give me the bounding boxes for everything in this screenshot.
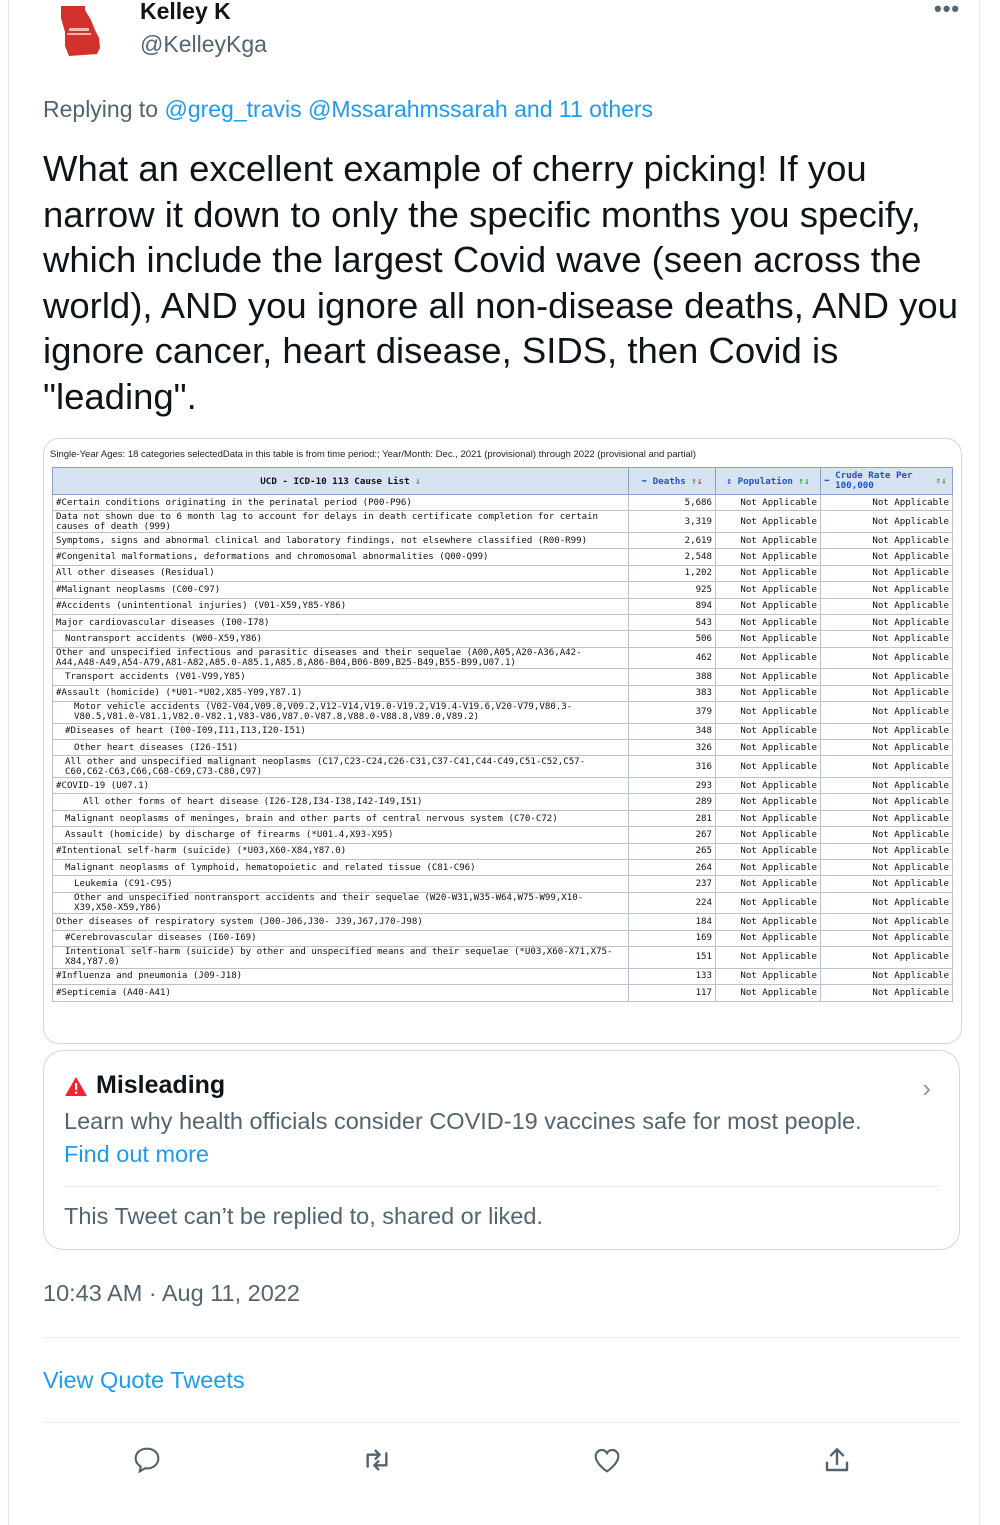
table-row <box>53 582 953 598</box>
deaths-cell: 2,619 <box>629 532 716 548</box>
more-icon[interactable]: ••• <box>934 0 961 21</box>
population-cell: Not Applicable <box>716 827 821 843</box>
cause-cell: Other and unspecified nontransport accidents and their sequelae (W20-W31,W35-W64,W75-W99,X10-X39,X50-X59,Y86) <box>53 892 629 914</box>
table-row <box>53 598 953 614</box>
population-cell: Not Applicable <box>716 985 821 1001</box>
cause-cell: #Accidents (unintentional injuries) (V01-X59,Y85-Y86) <box>53 598 629 614</box>
table-row <box>53 810 953 826</box>
population-cell: Not Applicable <box>716 860 821 876</box>
deaths-cell: 289 <box>629 794 716 810</box>
rate-cell: Not Applicable <box>821 810 953 826</box>
misleading-body: Learn why health officials consider COVID-19 vaccines safe for most people. <box>64 1108 862 1134</box>
population-cell: Not Applicable <box>716 794 821 810</box>
rate-cell: Not Applicable <box>821 756 953 778</box>
deaths-cell: 3,319 <box>629 511 716 533</box>
rate-cell: Not Applicable <box>821 669 953 685</box>
table-body <box>53 495 953 1002</box>
population-cell: Not Applicable <box>716 843 821 859</box>
population-cell: Not Applicable <box>716 930 821 946</box>
rate-cell: Not Applicable <box>821 702 953 724</box>
notice-divider <box>64 1186 939 1187</box>
table-row <box>53 685 953 701</box>
cause-cell: Malignant neoplasms of lymphoid, hematopoietic and related tissue (C81-C96) <box>53 860 629 876</box>
population-cell: Not Applicable <box>716 532 821 548</box>
table-row <box>53 702 953 724</box>
cause-cell: Motor vehicle accidents (V02-V04,V09.0,V09.2,V12-V14,V19.0-V19.2,V19.4-V19.6,V20-V79,V80.3-V80.5,V81.0-V81.1,V82.0-V82.1,V83-V86,V87.0-V87.8,V88.0-V88.8,V89.0,V89.2) <box>53 702 629 724</box>
rate-cell: Not Applicable <box>821 565 953 581</box>
rate-cell: Not Applicable <box>821 892 953 914</box>
population-cell: Not Applicable <box>716 669 821 685</box>
population-cell: Not Applicable <box>716 511 821 533</box>
rate-cell: Not Applicable <box>821 794 953 810</box>
population-cell: Not Applicable <box>716 685 821 701</box>
population-cell: Not Applicable <box>716 778 821 794</box>
population-cell: Not Applicable <box>716 914 821 930</box>
cause-cell: #Certain conditions originating in the perinatal period (P00-P96) <box>53 495 629 511</box>
deaths-cell: 264 <box>629 860 716 876</box>
rate-cell: Not Applicable <box>821 827 953 843</box>
deaths-cell: 383 <box>629 685 716 701</box>
deaths-cell: 117 <box>629 985 716 1001</box>
population-cell: Not Applicable <box>716 756 821 778</box>
table-row <box>53 647 953 669</box>
population-cell: Not Applicable <box>716 740 821 756</box>
rate-cell: Not Applicable <box>821 495 953 511</box>
cause-cell: Major cardiovascular diseases (I00-I78) <box>53 614 629 630</box>
deaths-cell: 237 <box>629 876 716 892</box>
rate-cell: Not Applicable <box>821 860 953 876</box>
table-row <box>53 843 953 859</box>
reply-icon[interactable] <box>131 1444 167 1480</box>
header-rate[interactable]: ⬅ Crude Rate Per 100,000 ⇑⇓ <box>821 468 953 495</box>
rate-cell: Not Applicable <box>821 876 953 892</box>
like-icon[interactable] <box>591 1444 627 1480</box>
deaths-cell: 316 <box>629 756 716 778</box>
header-cause[interactable]: UCD - ICD-10 113 Cause List ⇓ <box>53 468 629 495</box>
rate-cell: Not Applicable <box>821 647 953 669</box>
header-deaths[interactable]: ➡ Deaths ⇑⇓ <box>629 468 716 495</box>
population-cell: Not Applicable <box>716 495 821 511</box>
cause-cell: #Septicemia (A40-A41) <box>53 985 629 1001</box>
rate-cell: Not Applicable <box>821 968 953 984</box>
cause-cell: #COVID-19 (U07.1) <box>53 778 629 794</box>
deaths-cell: 184 <box>629 914 716 930</box>
author-handle[interactable]: @KelleyKga <box>140 31 267 57</box>
deaths-cell: 151 <box>629 947 716 969</box>
table-row <box>53 614 953 630</box>
population-cell: Not Applicable <box>716 968 821 984</box>
population-cell: Not Applicable <box>716 647 821 669</box>
cause-cell: #Influenza and pneumonia (J09-J18) <box>53 968 629 984</box>
deaths-cell: 543 <box>629 614 716 630</box>
cause-cell: #Cerebrovascular diseases (I60-I69) <box>53 930 629 946</box>
rate-cell: Not Applicable <box>821 631 953 647</box>
replying-prefix: Replying to <box>43 96 159 122</box>
rate-cell: Not Applicable <box>821 930 953 946</box>
deaths-cell: 265 <box>629 843 716 859</box>
retweet-icon[interactable] <box>361 1444 397 1480</box>
share-icon[interactable] <box>821 1444 857 1480</box>
deaths-cell: 1,202 <box>629 565 716 581</box>
cause-cell: Intentional self-harm (suicide) by other and unspecified means and their sequelae (*U03,X60-X71,X75-X84,Y87.0) <box>53 947 629 969</box>
population-cell: Not Applicable <box>716 702 821 724</box>
table-row <box>53 794 953 810</box>
cause-cell: All other diseases (Residual) <box>53 565 629 581</box>
table-row <box>53 985 953 1001</box>
cause-cell: #Diseases of heart (I00-I09,I11,I13,I20-I51) <box>53 723 629 739</box>
table-row <box>53 968 953 984</box>
deaths-cell: 925 <box>629 582 716 598</box>
deaths-cell: 293 <box>629 778 716 794</box>
table-row <box>53 565 953 581</box>
author-name[interactable]: Kelley K <box>140 0 231 24</box>
table-row <box>53 892 953 914</box>
population-cell: Not Applicable <box>716 549 821 565</box>
chevron-right-icon[interactable]: › <box>922 1073 931 1103</box>
table-row <box>53 511 953 533</box>
rate-cell: Not Applicable <box>821 947 953 969</box>
tweet-text: What an excellent example of cherry picking! If you narrow it down to only the specific months you specify, which include the largest Covid wave (seen across the world), AND you ignore all non-disease deaths, AND you ignore cancer, heart disease, SIDS, then Covid is "leading". <box>43 148 959 417</box>
population-cell: Not Applicable <box>716 892 821 914</box>
cause-cell: Leukemia (C91-C95) <box>53 876 629 892</box>
timestamp[interactable]: 10:43 AM · Aug 11, 2022 <box>43 1280 300 1306</box>
deaths-cell: 224 <box>629 892 716 914</box>
cause-cell: Transport accidents (V01-V99,Y85) <box>53 669 629 685</box>
divider <box>43 1337 960 1338</box>
cause-cell: #Intentional self-harm (suicide) (*U03,X60-X84,Y87.0) <box>53 843 629 859</box>
deaths-cell: 506 <box>629 631 716 647</box>
deaths-cell: 2,548 <box>629 549 716 565</box>
population-cell: Not Applicable <box>716 876 821 892</box>
deaths-cell: 169 <box>629 930 716 946</box>
rate-cell: Not Applicable <box>821 914 953 930</box>
warning-icon <box>64 1075 88 1099</box>
deaths-cell: 267 <box>629 827 716 843</box>
rate-cell: Not Applicable <box>821 740 953 756</box>
table-row <box>53 914 953 930</box>
population-cell: Not Applicable <box>716 723 821 739</box>
header-population[interactable]: ⇕ Population ⇑⇓ <box>716 468 821 495</box>
table-row <box>53 740 953 756</box>
cause-cell: #Assault (homicide) (*U01-*U02,X85-Y09,Y87.1) <box>53 685 629 701</box>
deaths-cell: 326 <box>629 740 716 756</box>
population-cell: Not Applicable <box>716 598 821 614</box>
find-out-more-link[interactable]: Find out more <box>64 1141 209 1167</box>
deaths-cell: 5,686 <box>629 495 716 511</box>
table-row <box>53 549 953 565</box>
rate-cell: Not Applicable <box>821 723 953 739</box>
population-cell: Not Applicable <box>716 947 821 969</box>
population-cell: Not Applicable <box>716 565 821 581</box>
deaths-cell: 462 <box>629 647 716 669</box>
deaths-cell: 388 <box>629 669 716 685</box>
cause-cell: Other and unspecified infectious and parasitic diseases and their sequelae (A00,A05,A20-A36,A42-A44,A48-A49,A54-A79,A81-A82,A85.0-A85.1,A85.8,A86-B04,B06-B09,B25-B49,B55-B99,U07.1) <box>53 647 629 669</box>
table-row <box>53 947 953 969</box>
cause-cell: Data not shown due to 6 month lag to account for delays in death certificate completion for certain causes of death (999) <box>53 511 629 533</box>
replying-to <box>43 96 653 123</box>
deaths-cell: 133 <box>629 968 716 984</box>
misleading-notice[interactable] <box>43 1050 960 1250</box>
cause-cell: Nontransport accidents (W00-X59,Y86) <box>53 631 629 647</box>
cause-cell: #Malignant neoplasms (C00-C97) <box>53 582 629 598</box>
misleading-title: Misleading <box>96 1071 226 1099</box>
cause-cell: Other diseases of respiratory system (J00-J06,J30- J39,J67,J70-J98) <box>53 914 629 930</box>
cause-cell: Symptoms, signs and abnormal clinical and laboratory findings, not elsewhere classified (R00-R99) <box>53 532 629 548</box>
avatar[interactable] <box>55 2 103 60</box>
table-row <box>53 631 953 647</box>
table-row <box>53 876 953 892</box>
cause-cell: All other and unspecified malignant neoplasms (C17,C23-C24,C26-C31,C37-C41,C44-C49,C51-C52,C57-C60,C62-C63,C66,C68-C69,C73-C80,C97) <box>53 756 629 778</box>
divider <box>43 1422 960 1423</box>
population-cell: Not Applicable <box>716 614 821 630</box>
population-cell: Not Applicable <box>716 582 821 598</box>
cause-cell: Assault (homicide) by discharge of firearms (*U01.4,X93-X95) <box>53 827 629 843</box>
rate-cell: Not Applicable <box>821 778 953 794</box>
population-cell: Not Applicable <box>716 631 821 647</box>
rate-cell: Not Applicable <box>821 549 953 565</box>
tweet-image[interactable] <box>43 438 962 1044</box>
cause-cell: Other heart diseases (I26-I51) <box>53 740 629 756</box>
rate-cell: Not Applicable <box>821 598 953 614</box>
table-row <box>53 930 953 946</box>
table-row <box>53 532 953 548</box>
cause-cell: All other forms of heart disease (I26-I28,I34-I38,I42-I49,I51) <box>53 794 629 810</box>
rate-cell: Not Applicable <box>821 532 953 548</box>
rate-cell: Not Applicable <box>821 614 953 630</box>
deaths-cell: 894 <box>629 598 716 614</box>
rate-cell: Not Applicable <box>821 511 953 533</box>
deaths-cell: 379 <box>629 702 716 724</box>
table-row <box>53 756 953 778</box>
table-row <box>53 669 953 685</box>
table-row <box>53 778 953 794</box>
deaths-cell: 281 <box>629 810 716 826</box>
population-cell: Not Applicable <box>716 810 821 826</box>
replying-targets[interactable]: @greg_travis @Mssarahmssarah and 11 others <box>164 96 654 122</box>
table-row <box>53 827 953 843</box>
view-quote-tweets-link[interactable]: View Quote Tweets <box>43 1367 245 1393</box>
cause-cell: Malignant neoplasms of meninges, brain and other parts of central nervous system (C70-C72) <box>53 810 629 826</box>
rate-cell: Not Applicable <box>821 685 953 701</box>
cause-of-death-table <box>52 467 953 1002</box>
rate-cell: Not Applicable <box>821 985 953 1001</box>
table-row <box>53 860 953 876</box>
table-row <box>53 495 953 511</box>
cause-cell: #Congenital malformations, deformations and chromosomal abnormalities (Q00-Q99) <box>53 549 629 565</box>
restriction-note: This Tweet can’t be replied to, shared or liked. <box>64 1203 543 1229</box>
tweet-container <box>8 0 980 1525</box>
rate-cell: Not Applicable <box>821 843 953 859</box>
deaths-cell: 348 <box>629 723 716 739</box>
table-caption: Single-Year Ages: 18 categories selectedData in this table is from time period:; Year/Month: Dec., 2021 (provisional) through 2022 (provisional and partial) <box>50 449 697 460</box>
table-row <box>53 723 953 739</box>
rate-cell: Not Applicable <box>821 582 953 598</box>
